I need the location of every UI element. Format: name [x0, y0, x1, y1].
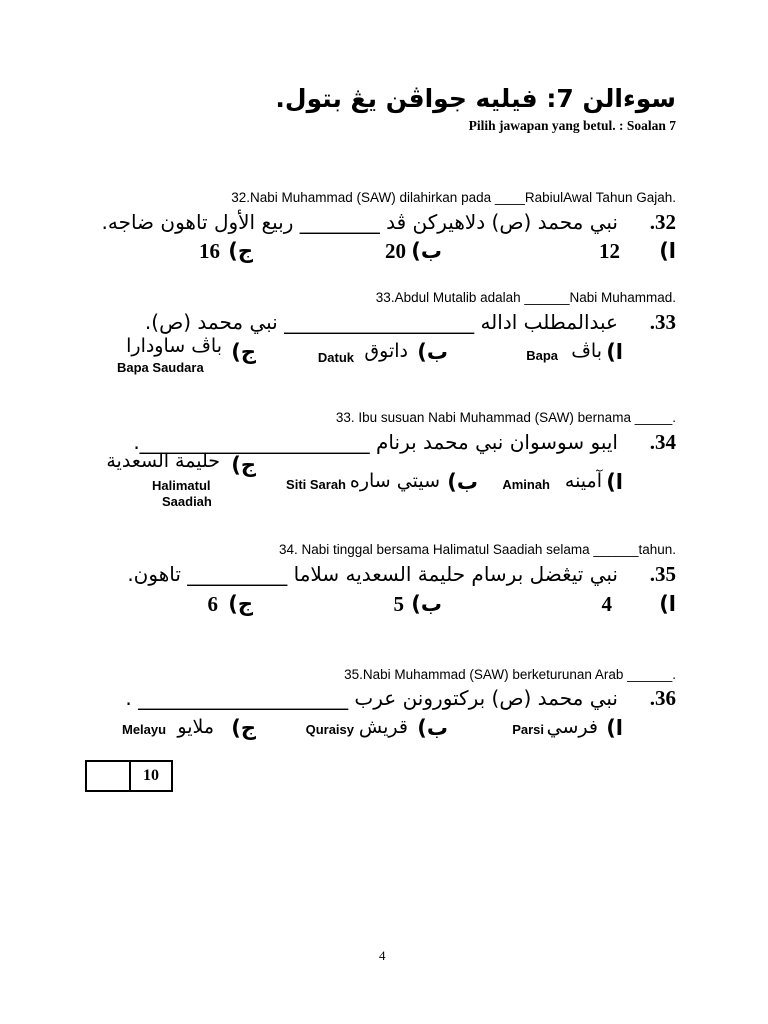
q33-option-b-arabic: داتوق	[364, 340, 408, 362]
q33-option-b-letter: ب)	[417, 340, 448, 364]
score-input-cell[interactable]	[87, 762, 131, 790]
q35-option-a-value: 4	[601, 592, 612, 616]
q35-option-b[interactable]	[394, 592, 405, 617]
q35-option-b-value: 5	[393, 592, 404, 616]
q33-option-a-arabic: باڤ	[571, 340, 602, 362]
q34-option-b[interactable]	[350, 470, 440, 492]
question-33-malay: 33.Abdul Mutalib adalah ______Nabi Muhammad.	[375, 290, 676, 305]
q35-option-a[interactable]	[602, 592, 613, 617]
q32-option-b-value: 20	[385, 239, 406, 263]
q34-option-a-latin: Aminah	[502, 477, 550, 492]
q33-option-a[interactable]	[571, 340, 602, 362]
question-35-number: .35	[649, 562, 676, 586]
q36-option-c-arabic: ملايو	[177, 716, 214, 738]
q35-option-c-letter: ج)	[228, 592, 253, 616]
page-subtitle: Pilih jawapan yang betul. : Soalan 7	[468, 118, 676, 133]
q33-option-b[interactable]	[364, 340, 408, 362]
q34-option-a-letter: ا)	[606, 470, 623, 494]
q32-option-c-letter: ج)	[228, 239, 253, 263]
question-33-arabic: عبدالمطلب اداله ___________________ نبي محمد (ص).	[144, 310, 618, 334]
q32-option-c-value: 16	[199, 239, 220, 263]
question-35-malay: 34. Nabi tinggal bersama Halimatul Saadiah selama ______tahun.	[278, 542, 676, 557]
q32-option-a[interactable]	[599, 239, 620, 264]
q32-option-a-value: 12	[599, 239, 620, 263]
q34-option-c-latin-line1: Halimatul	[152, 478, 211, 493]
question-36-number: .36	[649, 686, 676, 710]
q34-option-b-letter: ب)	[447, 470, 478, 494]
q33-option-b-latin: Datuk	[317, 350, 354, 365]
q34-option-c-arabic: حليمة السعدية	[106, 450, 220, 472]
q36-option-b[interactable]	[359, 716, 408, 738]
question-33-number: .33	[649, 310, 676, 334]
q36-option-a-letter: ا)	[606, 716, 623, 740]
q34-option-b-arabic: سيتي ساره	[349, 470, 440, 492]
q33-option-c[interactable]	[126, 335, 222, 357]
q32-option-a-letter: ا)	[659, 239, 676, 263]
question-32-number: .32	[649, 210, 676, 234]
q34-option-c[interactable]	[106, 450, 220, 472]
question-34-malay: 33. Ibu susuan Nabi Muhammad (SAW) bernama _____.	[335, 410, 676, 425]
q36-option-a-arabic: فرسي	[546, 716, 598, 738]
q36-option-a-latin: Parsi	[512, 722, 544, 737]
q35-option-c-value: 6	[207, 592, 218, 616]
page-title: سوءالن 7: فيليه جواڤن يڠ بتول.	[275, 84, 676, 113]
q36-option-a[interactable]	[547, 716, 598, 738]
q34-option-b-latin: Siti Sarah	[286, 477, 346, 492]
score-box	[85, 760, 173, 792]
q35-option-a-letter: ا)	[659, 592, 676, 616]
question-34-number: .34	[649, 430, 676, 454]
q34-option-c-latin-line2: Saadiah	[162, 494, 212, 509]
q34-option-a-arabic: آمينه	[564, 470, 602, 492]
q34-option-c-letter: ج)	[231, 453, 256, 477]
q32-option-b[interactable]	[385, 239, 406, 264]
q33-option-a-letter: ا)	[606, 340, 623, 364]
q36-option-c-letter: ج)	[231, 716, 256, 740]
q33-option-c-latin: Bapa Saudara	[117, 360, 204, 375]
question-34-arabic: ايبو سوسوان نبي محمد برنام _______________________.	[133, 430, 618, 454]
q33-option-c-letter: ج)	[231, 340, 256, 364]
q35-option-c[interactable]	[208, 592, 219, 617]
q32-option-c[interactable]	[199, 239, 220, 264]
q33-option-c-arabic: باڤ ساودارا	[126, 335, 222, 357]
question-32-malay: 32.Nabi Muhammad (SAW) dilahirkan pada ____RabiulAwal Tahun Gajah.	[231, 190, 676, 205]
question-32-arabic: نبي محمد (ص) دلاهيركن ڤد ________ ربيع الأول تاهون ضاجه.	[101, 210, 618, 234]
q34-option-a[interactable]	[565, 470, 602, 492]
page-number: 4	[379, 948, 386, 963]
score-total: 10	[143, 767, 159, 784]
q33-option-a-latin: Bapa	[526, 348, 558, 363]
q36-option-b-latin: Quraisy	[305, 722, 354, 737]
question-36-malay: 35.Nabi Muhammad (SAW) berketurunan Arab ______.	[344, 667, 676, 682]
q35-option-b-letter: ب)	[411, 592, 442, 616]
q36-option-c[interactable]	[177, 716, 214, 738]
q36-option-b-letter: ب)	[417, 716, 448, 740]
q36-option-b-arabic: قريش	[358, 716, 408, 738]
question-35-arabic: نبي تيڠضل برسام حليمة السعديه سلاما __________ تاهون.	[127, 562, 618, 586]
q36-option-c-latin: Melayu	[122, 722, 167, 737]
q32-option-b-letter: ب)	[411, 239, 442, 263]
question-36-arabic: نبي محمد (ص) بركتورونن عرب _____________________ .	[125, 686, 618, 710]
